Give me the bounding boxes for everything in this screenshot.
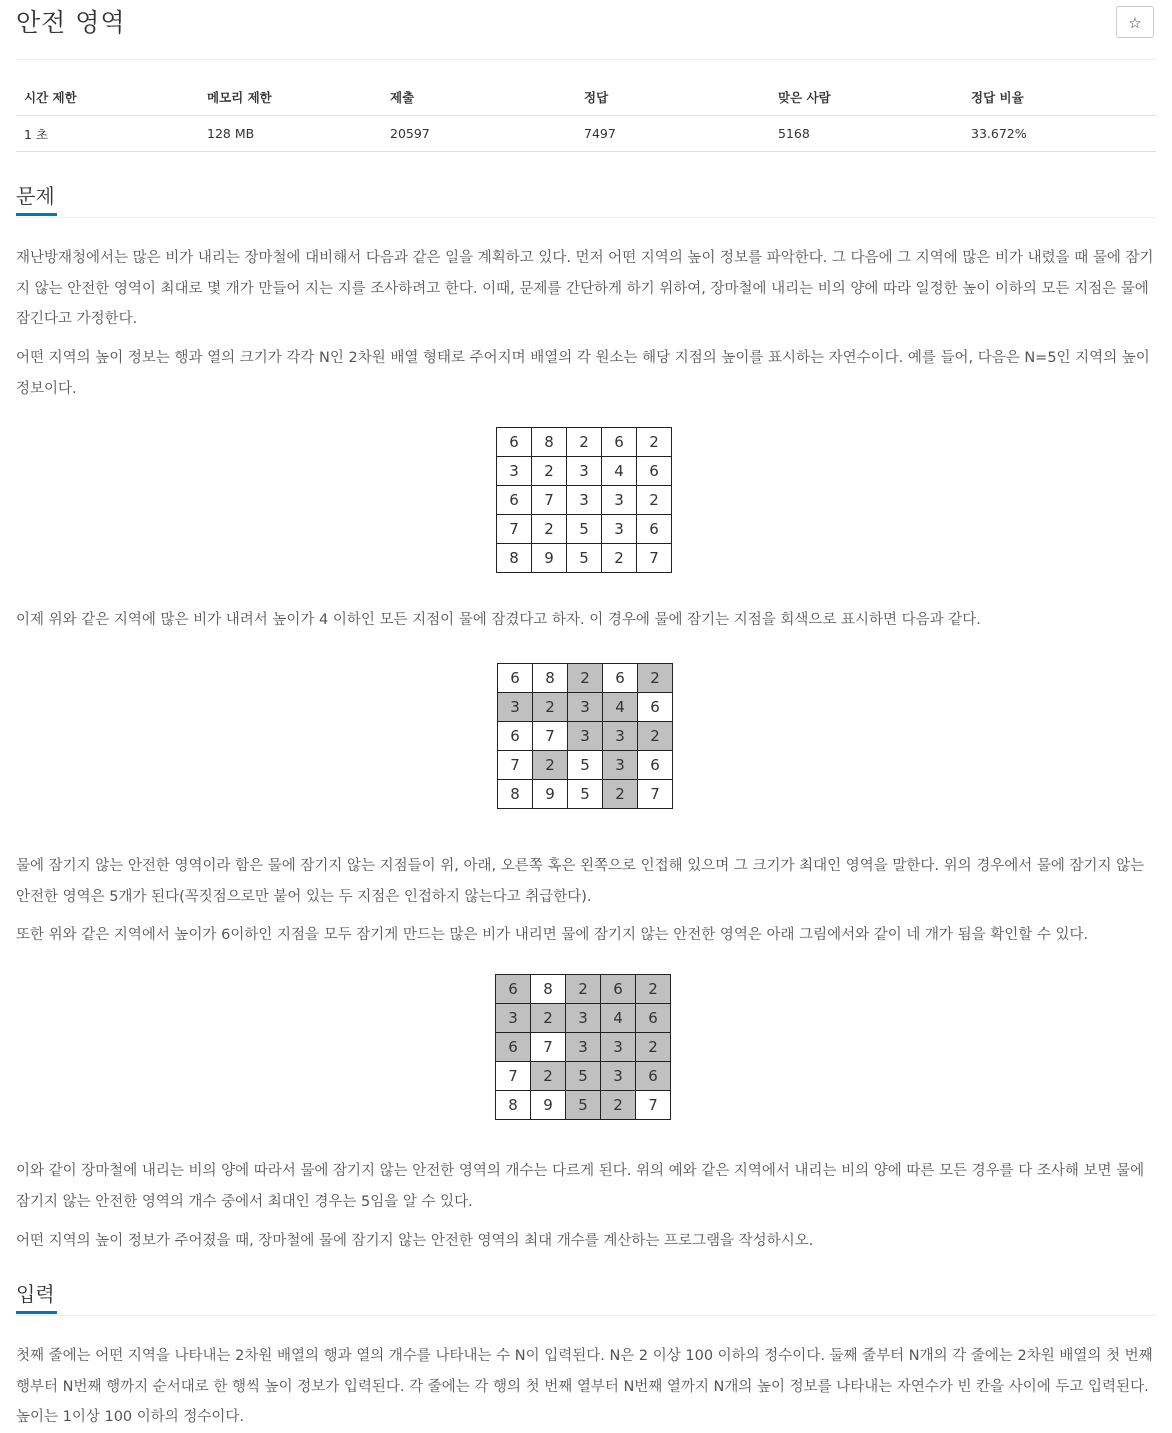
value-memory-limit: 128 MB [199,116,382,152]
grid-row [496,975,671,1004]
height-cell: 2 [637,428,672,457]
grid-row [497,428,672,457]
height-rain4-cell: 2 [603,780,638,809]
height-cell: 2 [637,486,672,515]
height-rain6-cell: 2 [566,975,601,1004]
height-rain6-cell: 2 [601,1091,636,1120]
problem-paragraph-1: 재난방재청에서는 많은 비가 내리는 장마철에 대비해서 다음과 같은 일을 계획하고 있다. 먼저 어떤 지역의 높이 정보를 파악한다. 그 다음에 그 지역에 많은 비가 내렸을 때 물에 잠기지 않는 안전한 영역이 최대로 몇 개가 만들어 지는 지를 조사하려고 한다. 이때, 문제를 간단하게 하기 위하여, 장마철에 내리는 비의 양에 따라 일정한 높이 이하의 모든 지점은 물에 잠긴다고 가정한다. [16,250,1154,327]
height-cell: 5 [567,544,602,573]
height-rain6-cell: 2 [636,1033,671,1062]
header-time-limit: 시간 제한 [16,78,199,116]
height-rain6-cell: 6 [636,1004,671,1033]
height-rain6-cell: 2 [636,975,671,1004]
height-rain6-cell: 3 [496,1004,531,1033]
height-rain6-cell: 8 [531,975,566,1004]
height-cell: 4 [602,457,637,486]
grid-row [498,693,673,722]
height-cell: 3 [497,457,532,486]
height-rain6-cell: 7 [531,1033,566,1062]
height-grid-rain-6 [495,974,671,1120]
height-rain4-cell: 7 [638,780,673,809]
header-accept-rate: 정답 비율 [963,78,1156,116]
value-accept-rate: 33.672% [963,116,1156,152]
grid-row [496,1033,671,1062]
height-rain4-cell: 3 [603,751,638,780]
divider [16,59,1156,60]
height-rain6-cell: 5 [566,1091,601,1120]
height-rain6-cell: 6 [496,1033,531,1062]
height-rain4-cell: 5 [568,751,603,780]
problem-paragraph-5: 또한 위와 같은 지역에서 높이가 6이하인 지점을 모두 잠기게 만드는 많은 비가 내리면 물에 잠기지 않는 안전한 영역은 아래 그림에서와 같이 네 개가 됨을 확인할 수 있다. [16,927,1089,943]
height-rain6-cell: 5 [566,1062,601,1091]
height-rain4-cell: 3 [498,693,533,722]
problem-info-table [16,78,1156,152]
height-rain4-cell: 7 [498,751,533,780]
problem-paragraph-7: 어떤 지역의 높이 정보가 주어졌을 때, 장마철에 물에 잠기지 않는 안전한 영역의 최대 개수를 계산하는 프로그램을 작성하시오. [16,1233,814,1249]
height-rain4-cell: 7 [533,722,568,751]
problem-paragraph-3: 이제 위와 같은 지역에 많은 비가 내려서 높이가 4 이하인 모든 지점이 물에 잠겼다고 하자. 이 경우에 물에 잠기는 지점을 회색으로 표시하면 다음과 같다. [16,612,981,628]
page-title: 안전 영역 [16,8,126,37]
height-cell: 8 [532,428,567,457]
problem-section-header [16,181,1156,218]
height-cell: 6 [497,428,532,457]
grid-row [497,486,672,515]
height-cell: 5 [567,515,602,544]
header-accepted: 정답 [576,78,770,116]
height-rain6-cell: 2 [531,1062,566,1091]
header-submissions: 제출 [382,78,576,116]
height-rain6-cell: 3 [601,1033,636,1062]
height-rain6-cell: 6 [601,975,636,1004]
problem-heading: 문제 [16,181,57,216]
height-rain4-cell: 4 [603,693,638,722]
height-rain4-cell: 8 [498,780,533,809]
value-accepted: 7497 [576,116,770,152]
height-rain4-cell: 2 [533,751,568,780]
grid-row [497,515,672,544]
height-rain4-cell: 6 [603,664,638,693]
grid-row [496,1004,671,1033]
grid-row [498,780,673,809]
grid-row [498,664,673,693]
height-rain6-cell: 3 [566,1033,601,1062]
height-rain4-cell: 2 [638,664,673,693]
header-memory-limit: 메모리 제한 [199,78,382,116]
height-cell: 6 [637,457,672,486]
input-section-header [16,1279,1156,1316]
height-cell: 2 [532,457,567,486]
height-rain4-cell: 9 [533,780,568,809]
height-cell: 7 [497,515,532,544]
table-header-row [16,78,1156,116]
height-cell: 2 [532,515,567,544]
height-rain4-cell: 5 [568,780,603,809]
height-rain4-cell: 6 [498,722,533,751]
value-time-limit: 1 초 [16,116,199,152]
height-rain6-cell: 6 [636,1062,671,1091]
height-cell: 3 [567,486,602,515]
height-cell: 6 [497,486,532,515]
star-icon: ☆ [1128,14,1142,32]
height-cell: 3 [567,457,602,486]
height-rain4-cell: 2 [568,664,603,693]
star-button[interactable] [1116,6,1154,38]
height-rain6-cell: 4 [601,1004,636,1033]
height-cell: 6 [602,428,637,457]
height-cell: 9 [532,544,567,573]
height-rain6-cell: 6 [496,975,531,1004]
table-row [16,116,1156,152]
grid-row [497,544,672,573]
grid-row [496,1091,671,1120]
height-rain4-cell: 2 [533,693,568,722]
problem-paragraph-4: 물에 잠기지 않는 안전한 영역이라 함은 물에 잠기지 않는 지점들이 위, 아래, 오른쪽 혹은 왼쪽으로 인접해 있으며 그 크기가 최대인 영역을 말한다. 위의 경우에서 물에 잠기지 않는 안전한 영역은 5개가 된다(꼭짓점으로만 붙어 있는 두 지점은 인접하지 않는다고 취급한다). [16,858,1145,905]
input-paragraph: 첫째 줄에는 어떤 지역을 나타내는 2차원 배열의 행과 열의 개수를 나타내는 수 N이 입력된다. N은 2 이상 100 이하의 정수이다. 둘째 줄부터 N개의 각 줄에는 2차원 배열의 첫 번째 행부터 N번째 행까지 순서대로 한 행씩 높이 정보가 입력된다. 각 줄에는 각 행의 첫 번째 열부터 N번째 열까지 N개의 높이 정보를 나타내는 자연수가 빈 칸을 사이에 두고 입력된다. 높이는 1이상 100 이하의 정수이다. [16,1348,1153,1425]
height-grid-rain-4 [497,663,673,809]
height-rain6-cell: 7 [496,1062,531,1091]
grid-row [496,1062,671,1091]
height-rain6-cell: 8 [496,1091,531,1120]
height-rain4-cell: 6 [498,664,533,693]
height-cell: 3 [602,486,637,515]
height-cell: 2 [567,428,602,457]
header-solvers: 맞은 사람 [770,78,963,116]
height-cell: 8 [497,544,532,573]
grid-row [497,457,672,486]
height-cell: 3 [602,515,637,544]
height-rain4-cell: 3 [568,693,603,722]
height-cell: 7 [532,486,567,515]
height-grid-original [496,427,672,573]
height-rain4-cell: 3 [603,722,638,751]
grid-row [498,722,673,751]
height-rain4-cell: 8 [533,664,568,693]
problem-paragraph-6: 이와 같이 장마철에 내리는 비의 양에 따라서 물에 잠기지 않는 안전한 영역의 개수는 다르게 된다. 위의 예와 같은 지역에서 내리는 비의 양에 따른 모든 경우를 다 조사해 보면 물에 잠기지 않는 안전한 영역의 개수 중에서 최대인 경우는 5임을 알 수 있다. [16,1163,1145,1210]
grid-row [498,751,673,780]
height-cell: 2 [602,544,637,573]
problem-paragraph-2: 어떤 지역의 높이 정보는 행과 열의 크기가 각각 N인 2차원 배열 형태로 주어지며 배열의 각 원소는 해당 지점의 높이를 표시하는 자연수이다. 예를 들어, 다음은 N=5인 지역의 높이 정보이다. [16,350,1150,397]
height-rain6-cell: 7 [636,1091,671,1120]
height-rain4-cell: 2 [638,722,673,751]
height-rain4-cell: 3 [568,722,603,751]
height-rain6-cell: 3 [566,1004,601,1033]
height-rain6-cell: 2 [531,1004,566,1033]
height-rain4-cell: 6 [638,751,673,780]
height-cell: 6 [637,515,672,544]
value-solvers: 5168 [770,116,963,152]
height-rain4-cell: 6 [638,693,673,722]
value-submissions: 20597 [382,116,576,152]
height-rain6-cell: 9 [531,1091,566,1120]
height-cell: 7 [637,544,672,573]
height-rain6-cell: 3 [601,1062,636,1091]
input-heading: 입력 [16,1279,57,1314]
